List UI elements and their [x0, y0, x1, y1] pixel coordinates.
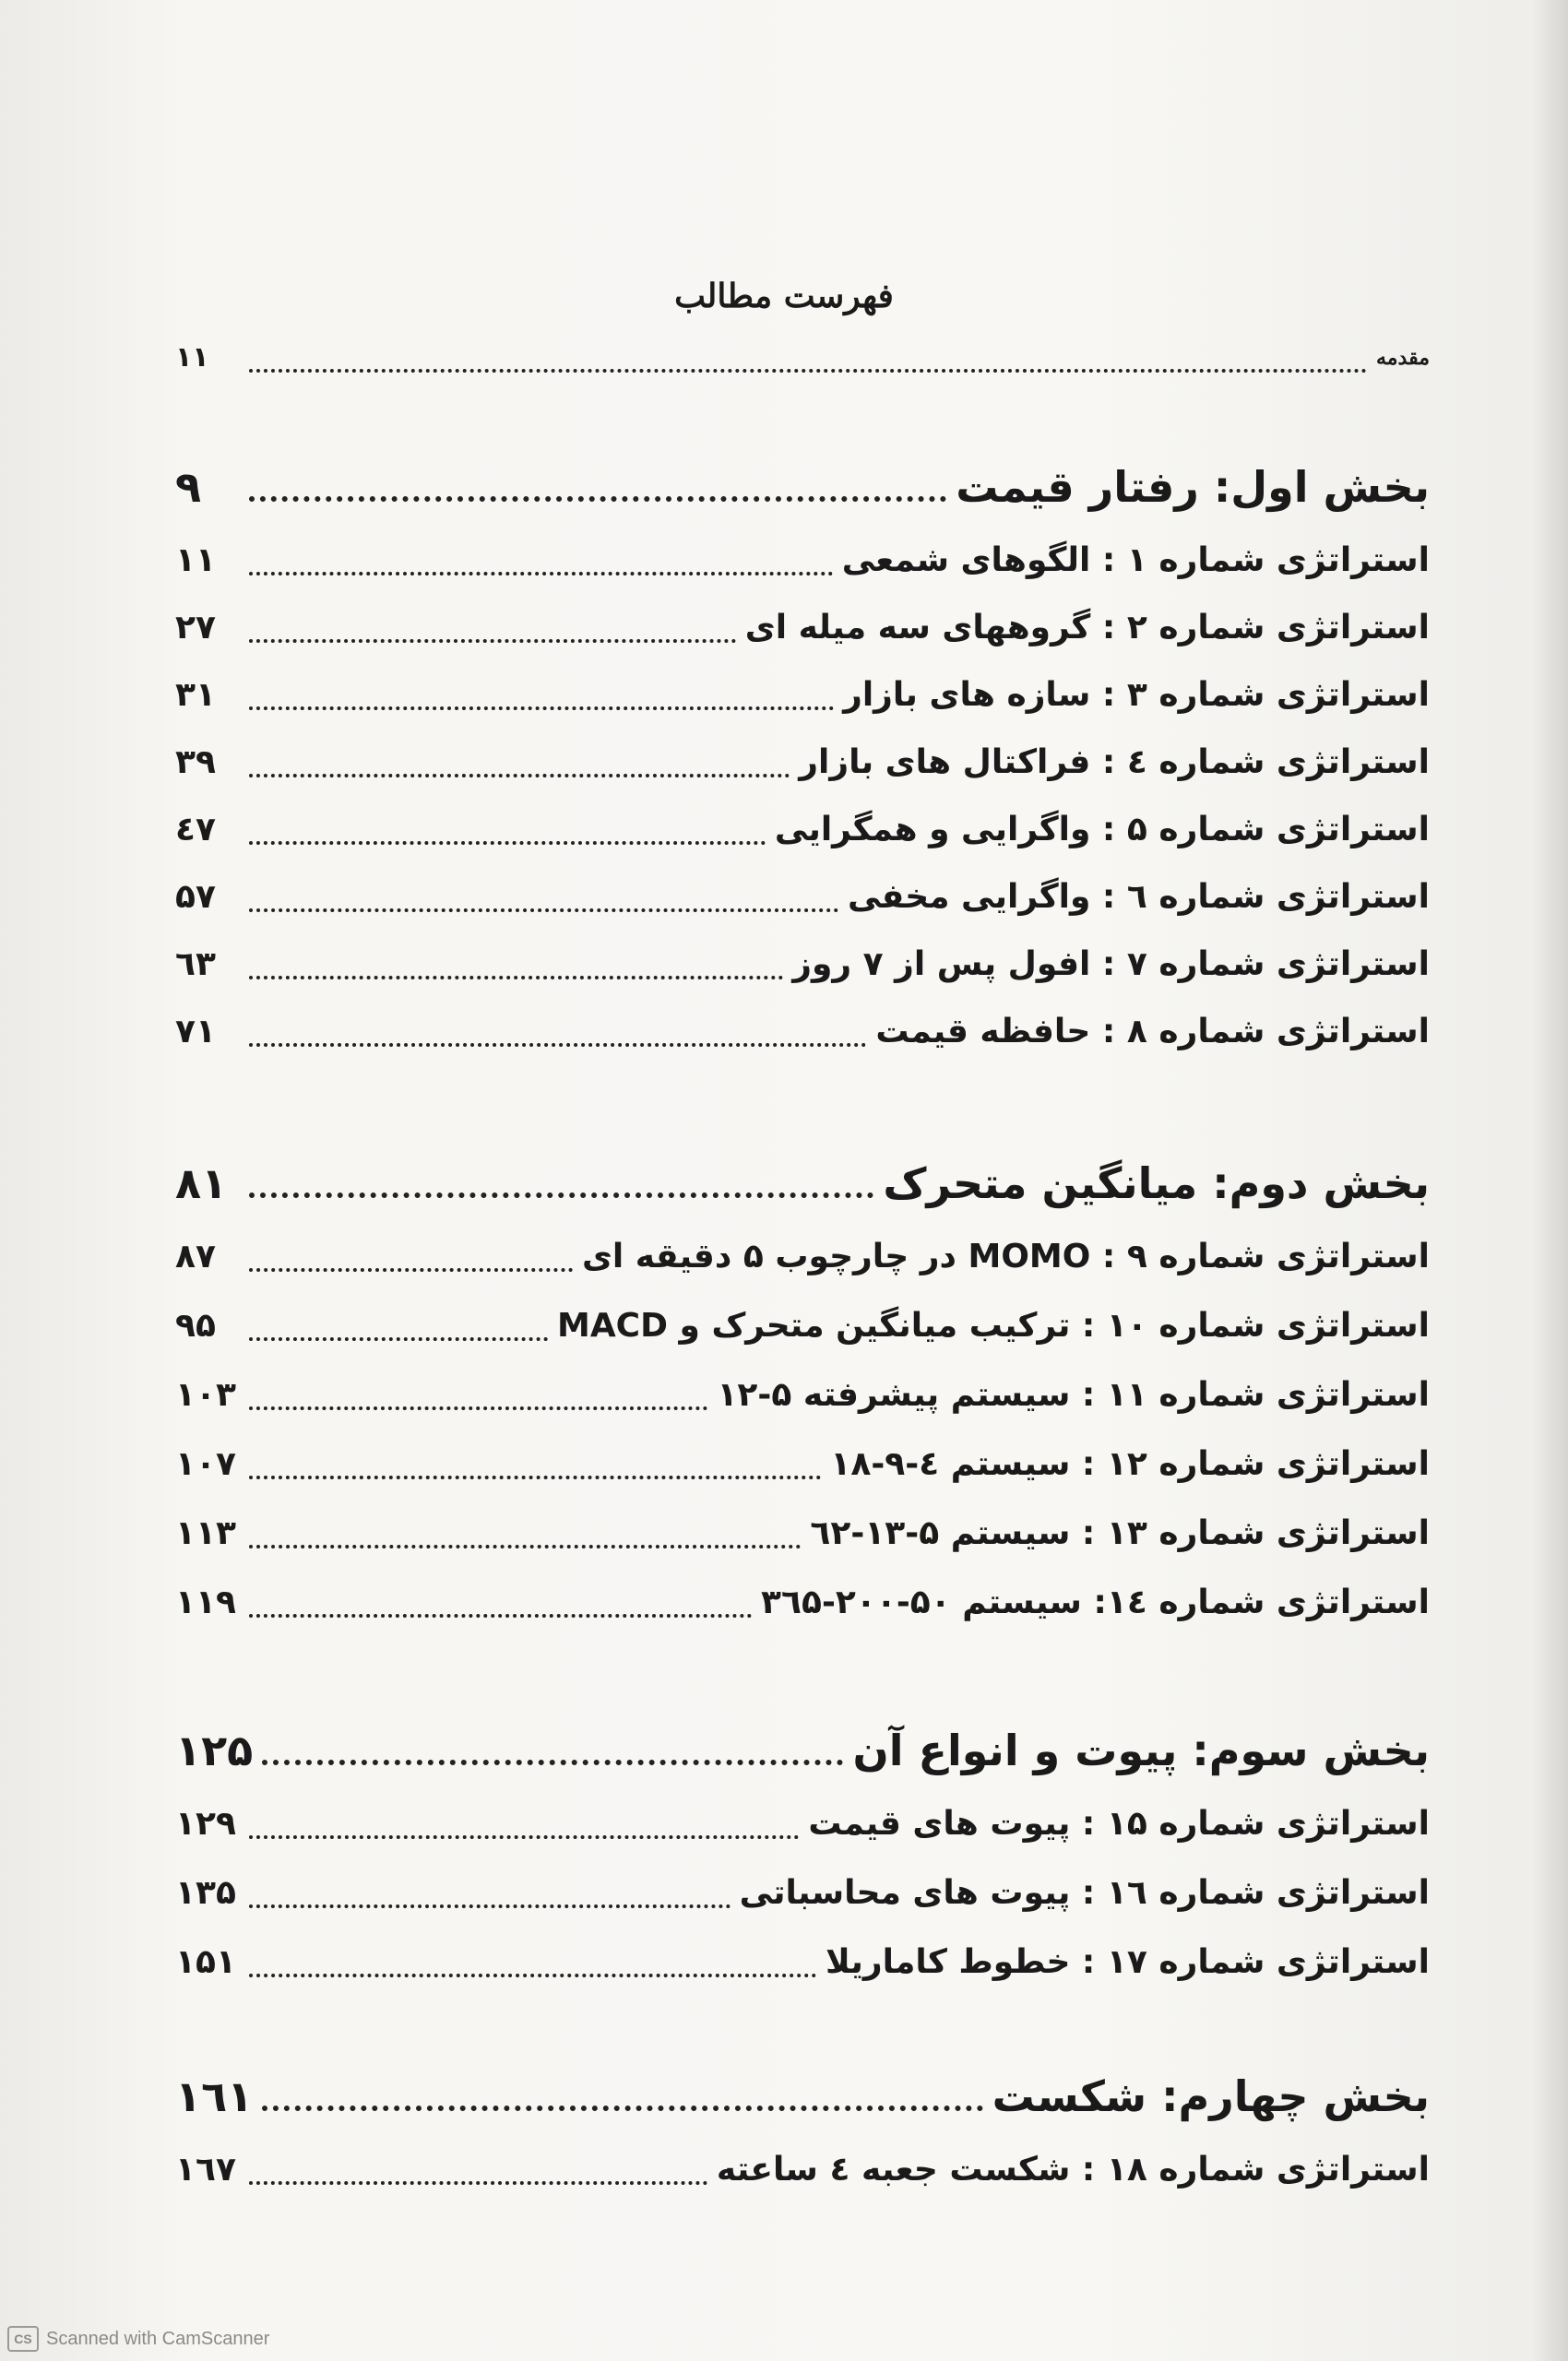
toc-entry: استراتژی شماره ۱ : الگوهای شمعی ۱۱: [175, 541, 1430, 579]
page-edge-shadow: [1531, 0, 1568, 2361]
watermark-text: Scanned with CamScanner: [46, 2328, 270, 2349]
scanner-watermark: [7, 2326, 269, 2352]
toc-entry: استراتژی شماره ۲ : گروههای سه میله ای ۲۷: [175, 609, 1430, 647]
toc-entry: استراتژی شماره ٤ : فراکتال های بازار ۳۹: [175, 743, 1430, 781]
toc-entry: استراتژی شماره ۱٤: سیستم ۵۰-۲۰۰-۳٦۵ ۱۱۹: [175, 1584, 1430, 1621]
toc-entry: استراتژی شماره ۵ : واگرایی و همگرایی ٤۷: [175, 811, 1430, 848]
toc-entry: استراتژی شماره ٦ : واگرایی مخفی ۵۷: [175, 878, 1430, 916]
toc-section-1: بخش اول: رفتار قیمت ۹: [175, 462, 1430, 512]
toc-section-2: بخش دوم: میانگین متحرک ۸۱: [175, 1158, 1430, 1208]
toc-section-3: بخش سوم: پیوت و انواع آن ۱۲۵: [175, 1726, 1430, 1775]
toc-entry: استراتژی شماره ۷ : افول پس از ۷ روز ٦۳: [175, 945, 1430, 983]
toc-entry: استراتژی شماره ۱۲ : سیستم ٤-۹-۱۸ ۱۰۷: [175, 1445, 1430, 1483]
toc-entry: استراتژی شماره ۸ : حافظه قیمت ۷۱: [175, 1013, 1430, 1050]
toc-entry: استراتژی شماره ۱۸ : شکست جعبه ٤ ساعته ۱٦۷: [175, 2151, 1430, 2189]
toc-entry: استراتژی شماره ۱٦ : پیوت های محاسباتی ۱۳۵: [175, 1874, 1430, 1912]
toc-title: فهرست مطالب: [674, 277, 894, 315]
toc-entry: استراتژی شماره ۱۷ : خطوط کاماریلا ۱۵۱: [175, 1943, 1430, 1981]
toc-entry: استراتژی شماره ۱۵ : پیوت های قیمت ۱۲۹: [175, 1805, 1430, 1843]
toc-entry-intro: مقدمه ۱۱: [175, 341, 1430, 374]
toc-entry: استراتژی شماره ۱۱ : سیستم پیشرفته ۵-۱۲ ۱۰۳: [175, 1376, 1430, 1414]
toc-section-4: بخش چهارم: شکست ۱٦۱: [175, 2071, 1430, 2121]
toc-entry: استراتژی شماره ۹ : MOMO در چارچوب ۵ دقیقه ای ۸۷: [175, 1238, 1430, 1275]
toc-entry: استراتژی شماره ۱۰ : ترکیب میانگین متحرک و MACD ۹۵: [175, 1307, 1430, 1345]
camscanner-logo-icon: CS: [7, 2326, 39, 2352]
toc-entry: استراتژی شماره ۳ : سازه های بازار ۳۱: [175, 676, 1430, 714]
toc-entry: استراتژی شماره ۱۳ : سیستم ۵-۱۳-٦۲ ۱۱۳: [175, 1514, 1430, 1552]
